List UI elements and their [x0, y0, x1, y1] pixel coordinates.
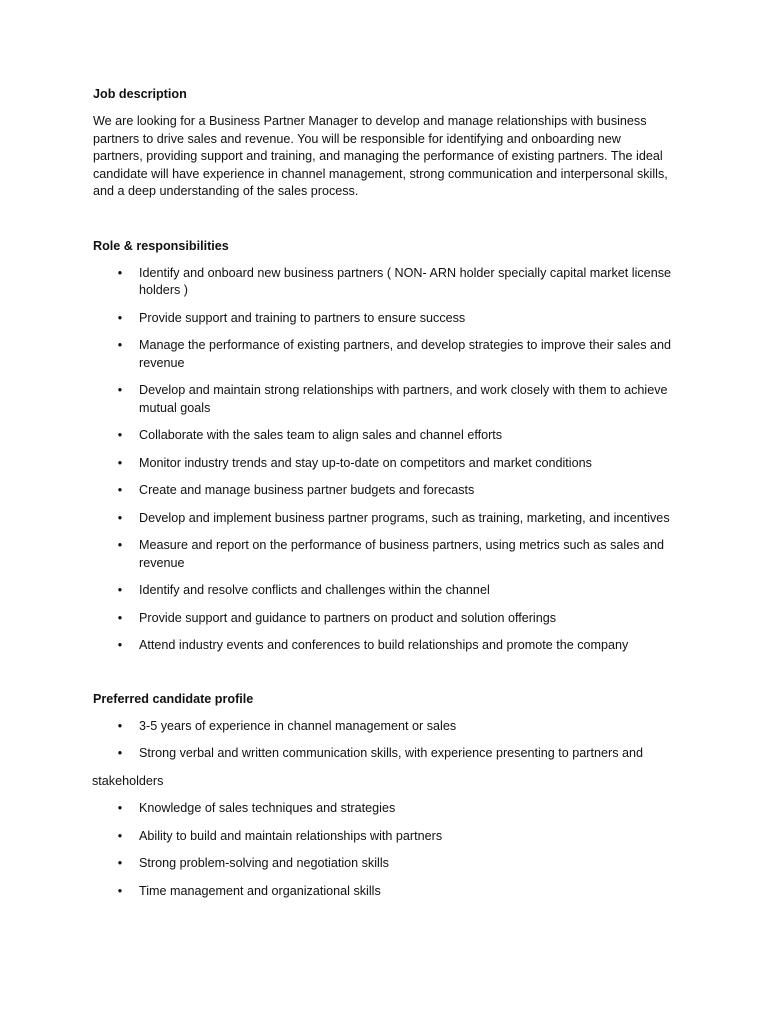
list-item: • Time management and organizational skills	[93, 883, 673, 901]
roles-list	[93, 265, 673, 655]
document-page	[93, 86, 673, 910]
list-item: • Identify and onboard new business partners ( NON- ARN holder specially capital market license holders )	[93, 265, 673, 300]
bullet-icon: •	[117, 483, 123, 498]
bullet-icon: •	[117, 455, 123, 470]
profile-list-continued	[93, 800, 673, 900]
bullet-icon: •	[117, 583, 123, 598]
list-item: • Ability to build and maintain relationships with partners	[93, 828, 673, 846]
bullet-icon: •	[117, 428, 123, 443]
bullet-icon: •	[117, 828, 123, 843]
list-item: • Strong problem-solving and negotiation skills	[93, 855, 673, 873]
job-description-text: We are looking for a Business Partner Manager to develop and manage relationships with business partners to drive sales and revenue. You will be responsible for identifying and onboarding new partners, providing support and training, and managing the performance of existing partners. The ideal candidate will have experience in channel management, strong communication and interpersonal skills, and a deep understanding of the sales process.	[93, 114, 668, 199]
list-item: • Monitor industry trends and stay up-to-date on competitors and market conditions	[93, 455, 673, 473]
roles-heading: Role & responsibilities	[93, 238, 229, 253]
profile-heading: Preferred candidate profile	[93, 691, 254, 706]
job-description-heading: Job description	[93, 87, 187, 101]
list-item: • Develop and maintain strong relationships with partners, and work closely with them to achieve mutual goals	[93, 382, 673, 417]
bullet-icon: •	[117, 265, 123, 280]
list-item: • 3-5 years of experience in channel management or sales	[93, 718, 673, 736]
bullet-icon: •	[117, 538, 123, 553]
list-item: • Collaborate with the sales team to align sales and channel efforts	[93, 427, 673, 445]
list-item: • Provide support and guidance to partners on product and solution offerings	[93, 610, 673, 628]
bullet-icon: •	[117, 338, 123, 353]
bullet-icon: •	[117, 856, 123, 871]
bullet-icon: •	[117, 510, 123, 525]
list-item: • Measure and report on the performance of business partners, using metrics such as sales and revenue	[93, 537, 673, 572]
bullet-icon: •	[117, 746, 123, 761]
list-item: • Provide support and training to partners to ensure success	[93, 310, 673, 328]
list-item: • Strong verbal and written communication skills, with experience presenting to partners and stakeholders	[92, 746, 644, 788]
bullet-icon: •	[117, 638, 123, 653]
bullet-icon: •	[117, 718, 123, 733]
bullet-icon: •	[117, 310, 123, 325]
bullet-icon: •	[117, 883, 123, 898]
profile-list	[93, 718, 673, 736]
list-item: • Identify and resolve conflicts and challenges within the channel	[93, 582, 673, 600]
list-item: • Develop and implement business partner programs, such as training, marketing, and incentives	[93, 510, 673, 528]
list-item: • Knowledge of sales techniques and strategies	[93, 800, 673, 818]
list-item: • Attend industry events and conferences to build relationships and promote the company	[93, 637, 673, 655]
bullet-icon: •	[117, 610, 123, 625]
bullet-icon: •	[117, 801, 123, 816]
list-item: • Create and manage business partner budgets and forecasts	[93, 482, 673, 500]
bullet-icon: •	[117, 383, 123, 398]
list-item: • Manage the performance of existing partners, and develop strategies to improve their sales and revenue	[93, 337, 673, 372]
